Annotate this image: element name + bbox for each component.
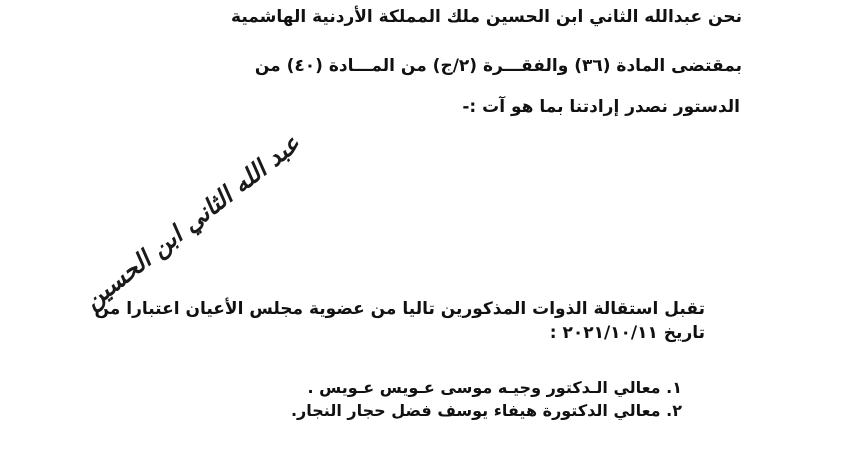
preamble-line-1: نحن عبدالله الثاني ابن الحسين ملك المملكة الأردنية الهاشمية (231, 7, 742, 27)
list-item: ١. معالي الـدكتور وجيـه موسى عـويس عـويس . (307, 378, 682, 397)
preamble-line-3: الدستور نصدر إرادتنا بما هو آت :- (462, 97, 740, 117)
decision-line-2: تاريخ ٢٠٢١/١٠/١١ : (549, 323, 705, 343)
signature-text: عبد الله الثاني ابن الحسين (78, 128, 306, 315)
preamble-line-2: بمقتضى المادة (٣٦) والفقـــرة (٢/ج) من المـــادة (٤٠) من (254, 56, 742, 76)
royal-signature (78, 128, 306, 315)
decision-line-1: تقبل استقالة الذوات المذكورين تاليا من عضوية مجلس الأعيان اعتبارا من (94, 299, 705, 319)
list-item: ٢. معالي الدكتورة هيفاء يوسف فضل حجار النجار. (290, 401, 682, 420)
